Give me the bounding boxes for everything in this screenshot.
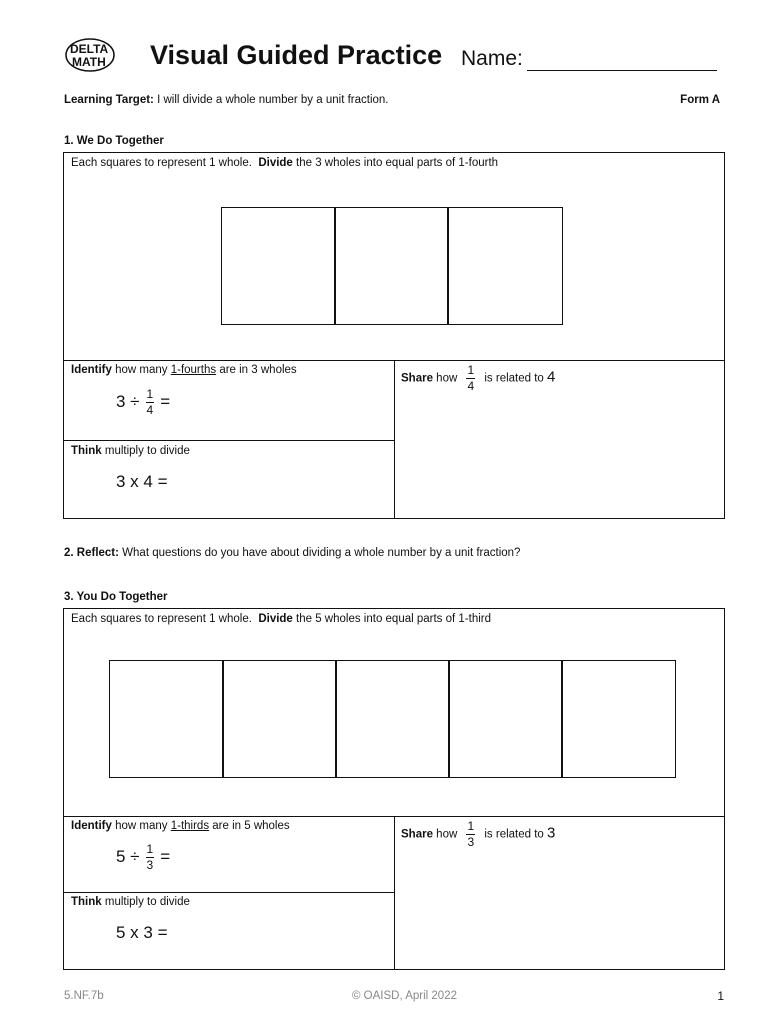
think-equation: 5 x 3 = — [116, 923, 168, 942]
fraction — [146, 388, 155, 417]
share-value: 3 — [547, 824, 556, 842]
standard-code: 5.NF.7b — [64, 990, 104, 1002]
whole-square[interactable] — [109, 660, 224, 778]
fraction-numerator: 1 — [146, 387, 154, 401]
section3-instruction — [71, 613, 491, 625]
identify-text: are in 5 wholes — [212, 820, 290, 832]
think-prompt — [71, 445, 190, 457]
identify-prompt — [71, 364, 297, 376]
whole-square[interactable] — [334, 207, 449, 325]
instruction-text: the 3 wholes into equal parts of 1-fourth — [296, 157, 499, 169]
section3-heading: 3. You Do Together — [64, 591, 168, 603]
logo-text-top: DELTA — [70, 42, 109, 56]
share-bold: Share — [401, 828, 433, 841]
learning-target — [64, 94, 389, 106]
page-number: 1 — [717, 989, 724, 1003]
think-bold: Think — [71, 445, 102, 457]
identify-equation — [116, 843, 170, 872]
share-bold: Share — [401, 372, 433, 385]
fraction-numerator: 1 — [467, 363, 475, 377]
learning-target-label: Learning Target: — [64, 94, 154, 106]
think-prompt — [71, 896, 190, 908]
whole-square[interactable] — [221, 207, 336, 325]
identify-text: how many — [115, 364, 168, 376]
fraction-numerator: 1 — [467, 819, 475, 833]
instruction-text: the 5 wholes into equal parts of 1-third — [296, 613, 492, 625]
fraction-denominator: 4 — [146, 403, 154, 417]
whole-square[interactable] — [561, 660, 676, 778]
identify-text: are in 3 wholes — [219, 364, 297, 376]
share-text: how — [436, 372, 458, 385]
equation-left: 5 ÷ — [116, 846, 140, 866]
whole-square[interactable] — [335, 660, 450, 778]
page-title: Visual Guided Practice — [150, 40, 443, 70]
section1-instruction — [71, 157, 498, 169]
copyright: © OAISD, April 2022 — [352, 990, 457, 1002]
fraction-denominator: 3 — [146, 858, 154, 872]
identify-text: how many — [115, 820, 168, 832]
share-value: 4 — [547, 368, 556, 386]
share-prompt — [401, 820, 555, 849]
section1-heading: 1. We Do Together — [64, 135, 164, 147]
whole-square[interactable] — [448, 660, 563, 778]
fraction — [146, 843, 155, 872]
equation-left: 3 ÷ — [116, 391, 140, 411]
fraction — [466, 820, 475, 849]
instruction-text: Each squares to represent 1 whole. — [71, 613, 252, 625]
name-label: Name: — [461, 47, 523, 70]
reflect-prompt — [64, 547, 520, 559]
think-equation: 3 x 4 = — [116, 472, 168, 491]
fraction-denominator: 3 — [467, 835, 475, 849]
think-bold: Think — [71, 896, 102, 908]
fraction-denominator: 4 — [467, 379, 475, 393]
identify-unit: 1-thirds — [170, 820, 210, 832]
learning-target-text: I will divide a whole number by a unit fraction. — [157, 94, 389, 106]
share-text: how — [436, 828, 458, 841]
delta-math-logo — [64, 36, 122, 74]
equation-right: = — [160, 846, 171, 866]
section2-heading: 2. Reflect: — [64, 547, 119, 559]
think-text: multiply to divide — [104, 896, 190, 908]
share-text: is related to — [484, 372, 544, 385]
instruction-bold: Divide — [258, 613, 293, 625]
identify-prompt — [71, 820, 290, 832]
whole-square[interactable] — [222, 660, 337, 778]
share-text: is related to — [484, 828, 544, 841]
think-text: multiply to divide — [104, 445, 190, 457]
identify-bold: Identify — [71, 820, 112, 832]
instruction-bold: Divide — [258, 157, 293, 169]
equation-right: = — [160, 391, 171, 411]
fraction-numerator: 1 — [146, 842, 154, 856]
form-label: Form A — [680, 94, 720, 106]
identify-unit: 1-fourths — [170, 364, 217, 376]
name-field[interactable] — [527, 70, 717, 71]
fraction — [466, 364, 475, 393]
identify-bold: Identify — [71, 364, 112, 376]
reflect-text: What questions do you have about dividing a whole number by a unit fraction? — [122, 547, 521, 559]
logo-text-bottom: MATH — [72, 55, 106, 69]
instruction-text: Each squares to represent 1 whole. — [71, 157, 252, 169]
share-prompt — [401, 364, 555, 393]
whole-square[interactable] — [447, 207, 563, 325]
identify-equation — [116, 388, 170, 417]
